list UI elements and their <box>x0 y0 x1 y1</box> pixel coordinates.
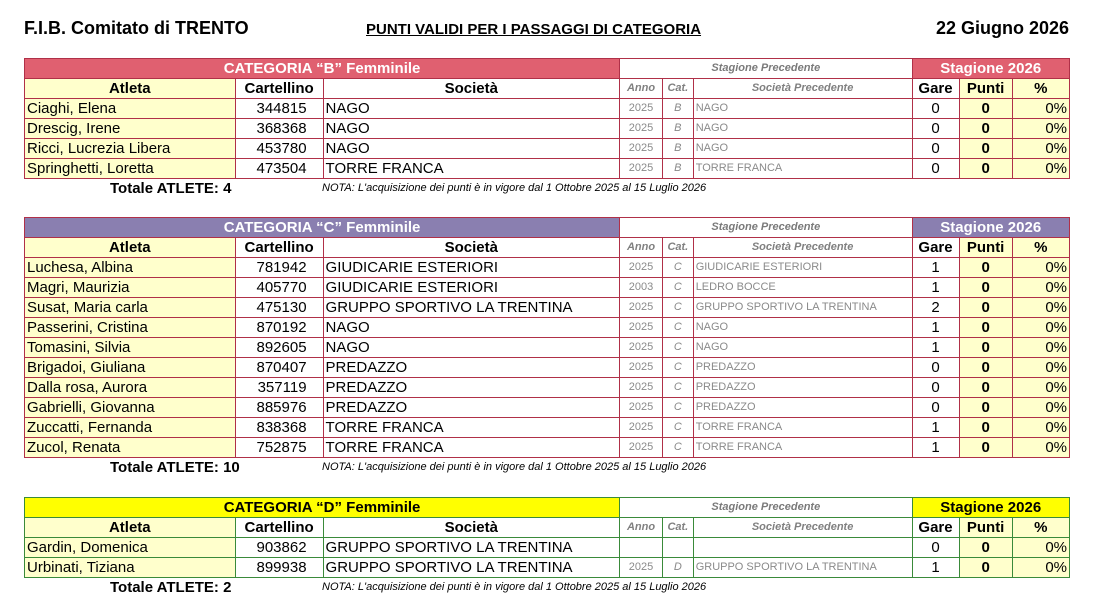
cell-cat: C <box>663 398 694 418</box>
cell-anno <box>620 538 663 558</box>
cell-anno: 2025 <box>620 438 663 458</box>
cell-cartellino: 453780 <box>235 139 323 159</box>
col-header-anno: Anno <box>620 518 663 538</box>
cell-pct: 0% <box>1012 418 1069 438</box>
cell-punti: 0 <box>959 258 1012 278</box>
cell-cat: C <box>663 418 694 438</box>
cell-cat: C <box>663 438 694 458</box>
cell-anno: 2025 <box>620 298 663 318</box>
col-header-societa: Società <box>323 518 620 538</box>
col-header-pct: % <box>1012 518 1069 538</box>
cell-gare: 0 <box>912 139 959 159</box>
cell-cartellino: 903862 <box>235 538 323 558</box>
cell-societa: GRUPPO SPORTIVO LA TRENTINA <box>323 538 620 558</box>
total-count: 10 <box>223 459 240 476</box>
cell-gare: 0 <box>912 99 959 119</box>
current-season-header: Stagione 2026 <box>912 59 1070 79</box>
cell-punti: 0 <box>959 558 1012 578</box>
cell-cartellino: 405770 <box>235 278 323 298</box>
cell-gare: 0 <box>912 538 959 558</box>
cell-gare: 0 <box>912 119 959 139</box>
col-header-societa: Società <box>323 79 620 99</box>
previous-season-header: Stagione Precedente <box>620 59 912 79</box>
cell-punti: 0 <box>959 538 1012 558</box>
cell-cat: B <box>663 119 694 139</box>
cell-societa-precedente: NAGO <box>693 338 912 358</box>
cell-cat: B <box>663 159 694 179</box>
cell-cat: C <box>663 258 694 278</box>
cell-societa-precedente: NAGO <box>693 318 912 338</box>
cell-cat: C <box>663 298 694 318</box>
cell-gare: 1 <box>912 418 959 438</box>
col-header-anno: Anno <box>620 238 663 258</box>
cell-atleta: Zuccatti, Fernanda <box>25 418 236 438</box>
table-row <box>25 538 1070 558</box>
cell-cartellino: 781942 <box>235 258 323 278</box>
cell-atleta: Luchesa, Albina <box>25 258 236 278</box>
cell-punti: 0 <box>959 398 1012 418</box>
cell-pct: 0% <box>1012 258 1069 278</box>
cell-pct: 0% <box>1012 558 1069 578</box>
category-footer <box>24 179 1070 198</box>
cell-gare: 0 <box>912 398 959 418</box>
col-header-atleta: Atleta <box>25 238 236 258</box>
cell-cartellino: 885976 <box>235 398 323 418</box>
cell-atleta: Drescig, Irene <box>25 119 236 139</box>
cell-anno: 2025 <box>620 99 663 119</box>
cell-cat: B <box>663 139 694 159</box>
total-count: 2 <box>223 579 232 596</box>
cell-anno: 2003 <box>620 278 663 298</box>
cell-atleta: Gabrielli, Giovanna <box>25 398 236 418</box>
cell-cat: C <box>663 338 694 358</box>
cell-atleta: Magri, Maurizia <box>25 278 236 298</box>
cell-societa-precedente: TORRE FRANCA <box>693 438 912 458</box>
table-row <box>25 119 1070 139</box>
cell-cartellino: 892605 <box>235 338 323 358</box>
cell-anno: 2025 <box>620 398 663 418</box>
cell-societa: TORRE FRANCA <box>323 438 620 458</box>
cell-punti: 0 <box>959 418 1012 438</box>
col-header-cartellino: Cartellino <box>235 238 323 258</box>
col-header-cat: Cat. <box>663 79 694 99</box>
cell-gare: 2 <box>912 298 959 318</box>
col-header-anno: Anno <box>620 79 663 99</box>
note-text: NOTA: L'acquisizione dei punti è in vigore dal 1 Ottobre 2025 al 15 Luglio 2026 <box>322 182 707 194</box>
cell-anno: 2025 <box>620 378 663 398</box>
cell-cartellino: 475130 <box>235 298 323 318</box>
cell-punti: 0 <box>959 119 1012 139</box>
cell-atleta: Urbinati, Tiziana <box>25 558 236 578</box>
cell-pct: 0% <box>1012 338 1069 358</box>
cell-societa: GRUPPO SPORTIVO LA TRENTINA <box>323 558 620 578</box>
cell-pct: 0% <box>1012 318 1069 338</box>
cell-cartellino: 870407 <box>235 358 323 378</box>
cell-atleta: Susat, Maria carla <box>25 298 236 318</box>
cell-societa: GIUDICARIE ESTERIORI <box>323 258 620 278</box>
cell-societa-precedente: GIUDICARIE ESTERIORI <box>693 258 912 278</box>
cell-pct: 0% <box>1012 119 1069 139</box>
cell-pct: 0% <box>1012 438 1069 458</box>
category-footer <box>24 458 1070 477</box>
cell-societa: TORRE FRANCA <box>323 418 620 438</box>
cell-anno: 2025 <box>620 418 663 438</box>
current-season-header: Stagione 2026 <box>912 218 1070 238</box>
cell-cartellino: 838368 <box>235 418 323 438</box>
cell-punti: 0 <box>959 358 1012 378</box>
col-header-punti: Punti <box>959 518 1012 538</box>
cell-societa-precedente: PREDAZZO <box>693 378 912 398</box>
cell-anno: 2025 <box>620 318 663 338</box>
cell-gare: 1 <box>912 318 959 338</box>
category-block-c <box>24 217 1070 477</box>
category-title: CATEGORIA “D” Femminile <box>25 498 620 518</box>
cell-punti: 0 <box>959 99 1012 119</box>
cell-societa-precedente: LEDRO BOCCE <box>693 278 912 298</box>
table-row <box>25 159 1070 179</box>
col-header-cartellino: Cartellino <box>235 79 323 99</box>
cell-societa: NAGO <box>323 338 620 358</box>
previous-season-header: Stagione Precedente <box>620 218 912 238</box>
cell-cat: C <box>663 378 694 398</box>
col-header-atleta: Atleta <box>25 79 236 99</box>
document-title: PUNTI VALIDI PER I PASSAGGI DI CATEGORIA <box>366 21 702 38</box>
cell-cat: C <box>663 318 694 338</box>
cell-gare: 0 <box>912 378 959 398</box>
total-athletes: Totale ATLETE: 10 <box>110 459 240 476</box>
cell-societa: PREDAZZO <box>323 378 620 398</box>
cell-societa: TORRE FRANCA <box>323 159 620 179</box>
cell-societa-precedente: PREDAZZO <box>693 358 912 378</box>
col-header-punti: Punti <box>959 79 1012 99</box>
col-header-pct: % <box>1012 79 1069 99</box>
cell-gare: 1 <box>912 338 959 358</box>
category-table <box>24 217 1070 458</box>
note-text: NOTA: L'acquisizione dei punti è in vigore dal 1 Ottobre 2025 al 15 Luglio 2026 <box>322 581 707 593</box>
cell-cartellino: 368368 <box>235 119 323 139</box>
table-row <box>25 378 1070 398</box>
col-header-gare: Gare <box>912 518 959 538</box>
table-row <box>25 298 1070 318</box>
cell-societa: PREDAZZO <box>323 358 620 378</box>
cell-cat: C <box>663 358 694 378</box>
cell-punti: 0 <box>959 298 1012 318</box>
col-header-gare: Gare <box>912 79 959 99</box>
cell-gare: 1 <box>912 278 959 298</box>
cell-atleta: Ricci, Lucrezia Libera <box>25 139 236 159</box>
document-date: 22 Giugno 2026 <box>935 18 1069 38</box>
cell-gare: 1 <box>912 438 959 458</box>
cell-societa: NAGO <box>323 99 620 119</box>
cell-societa: NAGO <box>323 119 620 139</box>
note-text: NOTA: L'acquisizione dei punti è in vigore dal 1 Ottobre 2025 al 15 Luglio 2026 <box>322 461 707 473</box>
cell-cat: B <box>663 99 694 119</box>
cell-pct: 0% <box>1012 358 1069 378</box>
total-count: 4 <box>223 180 232 197</box>
cell-atleta: Tomasini, Silvia <box>25 338 236 358</box>
cell-cat: C <box>663 278 694 298</box>
cell-pct: 0% <box>1012 298 1069 318</box>
cell-societa-precedente: GRUPPO SPORTIVO LA TRENTINA <box>693 298 912 318</box>
col-header-cartellino: Cartellino <box>235 518 323 538</box>
cell-pct: 0% <box>1012 159 1069 179</box>
cell-societa-precedente: GRUPPO SPORTIVO LA TRENTINA <box>693 558 912 578</box>
cell-pct: 0% <box>1012 139 1069 159</box>
cell-atleta: Passerini, Cristina <box>25 318 236 338</box>
cell-gare: 0 <box>912 159 959 179</box>
cell-cat <box>663 538 694 558</box>
cell-societa: NAGO <box>323 318 620 338</box>
category-table <box>24 497 1070 578</box>
cell-societa: GIUDICARIE ESTERIORI <box>323 278 620 298</box>
cell-societa-precedente: NAGO <box>693 99 912 119</box>
cell-pct: 0% <box>1012 398 1069 418</box>
cell-pct: 0% <box>1012 278 1069 298</box>
cell-gare: 1 <box>912 558 959 578</box>
table-row <box>25 398 1070 418</box>
cell-punti: 0 <box>959 139 1012 159</box>
cell-cartellino: 870192 <box>235 318 323 338</box>
col-header-societa-precedente: Società Precedente <box>693 79 912 99</box>
cell-pct: 0% <box>1012 99 1069 119</box>
cell-cartellino: 473504 <box>235 159 323 179</box>
cell-societa-precedente: TORRE FRANCA <box>693 159 912 179</box>
table-row <box>25 558 1070 578</box>
category-table <box>24 58 1070 179</box>
cell-pct: 0% <box>1012 378 1069 398</box>
cell-societa-precedente: TORRE FRANCA <box>693 418 912 438</box>
cell-gare: 1 <box>912 258 959 278</box>
cell-atleta: Brigadoi, Giuliana <box>25 358 236 378</box>
total-athletes: Totale ATLETE: 4 <box>110 180 232 197</box>
cell-atleta: Ciaghi, Elena <box>25 99 236 119</box>
cell-societa-precedente: PREDAZZO <box>693 398 912 418</box>
committee-title: F.I.B. Comitato di TRENTO <box>24 18 249 38</box>
cell-punti: 0 <box>959 378 1012 398</box>
cell-cartellino: 357119 <box>235 378 323 398</box>
cell-gare: 0 <box>912 358 959 378</box>
cell-anno: 2025 <box>620 139 663 159</box>
table-row <box>25 338 1070 358</box>
cell-anno: 2025 <box>620 159 663 179</box>
col-header-cat: Cat. <box>663 518 694 538</box>
cell-anno: 2025 <box>620 558 663 578</box>
cell-punti: 0 <box>959 318 1012 338</box>
col-header-pct: % <box>1012 238 1069 258</box>
cell-punti: 0 <box>959 338 1012 358</box>
table-row <box>25 278 1070 298</box>
cell-societa: GRUPPO SPORTIVO LA TRENTINA <box>323 298 620 318</box>
current-season-header: Stagione 2026 <box>912 498 1070 518</box>
col-header-punti: Punti <box>959 238 1012 258</box>
category-block-b <box>24 58 1070 198</box>
col-header-gare: Gare <box>912 238 959 258</box>
cell-anno: 2025 <box>620 338 663 358</box>
category-title: CATEGORIA “B” Femminile <box>25 59 620 79</box>
col-header-societa-precedente: Società Precedente <box>693 518 912 538</box>
category-block-d <box>24 497 1070 597</box>
total-athletes: Totale ATLETE: 2 <box>110 579 232 596</box>
table-row <box>25 358 1070 378</box>
cell-punti: 0 <box>959 159 1012 179</box>
cell-anno: 2025 <box>620 358 663 378</box>
cell-cartellino: 899938 <box>235 558 323 578</box>
cell-atleta: Zucol, Renata <box>25 438 236 458</box>
cell-societa: PREDAZZO <box>323 398 620 418</box>
table-row <box>25 258 1070 278</box>
cell-atleta: Springhetti, Loretta <box>25 159 236 179</box>
table-row <box>25 99 1070 119</box>
cell-cartellino: 752875 <box>235 438 323 458</box>
cell-societa: NAGO <box>323 139 620 159</box>
cell-societa-precedente: NAGO <box>693 139 912 159</box>
cell-cat: D <box>663 558 694 578</box>
cell-atleta: Dalla rosa, Aurora <box>25 378 236 398</box>
table-row <box>25 418 1070 438</box>
table-row <box>25 139 1070 159</box>
previous-season-header: Stagione Precedente <box>620 498 912 518</box>
cell-societa-precedente: NAGO <box>693 119 912 139</box>
cell-punti: 0 <box>959 438 1012 458</box>
col-header-cat: Cat. <box>663 238 694 258</box>
col-header-atleta: Atleta <box>25 518 236 538</box>
table-row <box>25 318 1070 338</box>
cell-atleta: Gardin, Domenica <box>25 538 236 558</box>
cell-anno: 2025 <box>620 119 663 139</box>
cell-pct: 0% <box>1012 538 1069 558</box>
col-header-societa-precedente: Società Precedente <box>693 238 912 258</box>
category-footer <box>24 578 1070 597</box>
cell-punti: 0 <box>959 278 1012 298</box>
col-header-societa: Società <box>323 238 620 258</box>
table-row <box>25 438 1070 458</box>
cell-societa-precedente <box>693 538 912 558</box>
cell-anno: 2025 <box>620 258 663 278</box>
category-title: CATEGORIA “C” Femminile <box>25 218 620 238</box>
cell-cartellino: 344815 <box>235 99 323 119</box>
